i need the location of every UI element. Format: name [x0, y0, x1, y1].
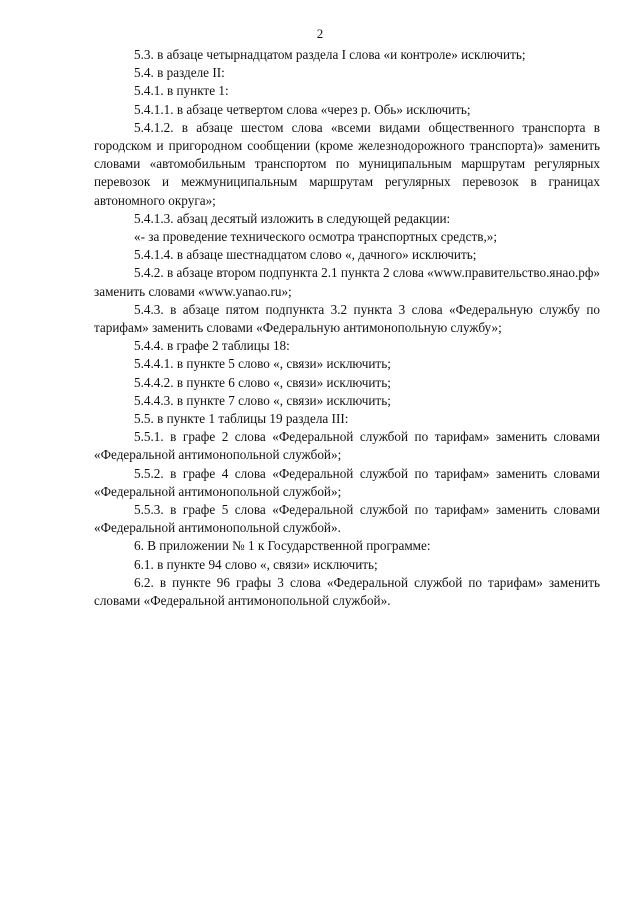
paragraph-5-4-4: 5.4.4. в графе 2 таблицы 18:: [134, 338, 290, 354]
paragraph-quote: «- за проведение технического осмотра транспортных средств,»;: [134, 229, 498, 245]
paragraph-5-4-1: 5.4.1. в пункте 1:: [134, 83, 229, 99]
paragraph-5-5-3: 5.5.3. в графе 5 слова «Федеральной службой по тарифам» заменить словами «Федеральной антимонопольной службой».: [94, 502, 600, 536]
paragraph-5-4-4-3: 5.4.4.3. в пункте 7 слово «, связи» исключить;: [134, 392, 391, 408]
paragraph-5-4-4-1: 5.4.4.1. в пункте 5 слово «, связи» исключить;: [134, 356, 391, 372]
paragraph-5-4: 5.4. в разделе II:: [134, 65, 225, 81]
paragraph-5-4-3: 5.4.3. в абзаце пятом подпункта 3.2 пункта 3 слова «Федеральную службу по тарифам» заменить словами «Федеральную антимонопольную службу»;: [94, 301, 600, 336]
paragraph-5-5-2: 5.5.2. в графе 4 слова «Федеральной службой по тарифам» заменить словами «Федеральной антимонопольной службой»;: [94, 465, 600, 499]
paragraph-6-2: 6.2. в пункте 96 графы 3 слова «Федеральной службой по тарифам» заменить словами «Федеральной антимонопольной службой».: [94, 574, 600, 609]
page-number: 2: [316, 26, 324, 41]
paragraph-5-3: 5.3. в абзаце четырнадцатом раздела I слова «и контроле» исключить;: [134, 47, 526, 62]
paragraph-5-4-1-2: 5.4.1.2. в абзаце шестом слова «всеми видами общественного транспорта в городском и пригородном сообщении (кроме железнодорожного транспорта)» заменить словами «автомобильным транспортом по муниципальным маршрутам регулярных перевозок и межмуниципальным маршрутам регулярных перевозок в границах автономного округа»;: [94, 119, 600, 208]
paragraph-5-4-2: 5.4.2. в абзаце втором подпункта 2.1 пункта 2 слова «www.правительство.янао.рф» заменить словами «www.yanao.ru»;: [94, 265, 600, 299]
paragraph-5-5-1: 5.5.1. в графе 2 слова «Федеральной службой по тарифам» заменить словами «Федеральной антимонопольной службой»;: [94, 429, 600, 463]
paragraph-5-5: 5.5. в пункте 1 таблицы 19 раздела III:: [134, 411, 349, 427]
paragraph-6-1: 6.1. в пункте 94 слово «, связи» исключить;: [134, 556, 378, 572]
paragraph-5-4-1-1: 5.4.1.1. в абзаце четвертом слова «через р. Обь» исключить;: [134, 101, 471, 117]
paragraph-5-4-1-4: 5.4.1.4. в абзаце шестнадцатом слово «, дачного» исключить;: [134, 247, 477, 263]
paragraph-6: 6. В приложении № 1 к Государственной программе:: [134, 538, 431, 554]
document-body: [94, 46, 600, 610]
paragraph-5-4-1-3: 5.4.1.3. абзац десятый изложить в следующей редакции:: [134, 210, 451, 226]
paragraph-5-4-4-2: 5.4.4.2. в пункте 6 слово «, связи» исключить;: [134, 374, 391, 390]
